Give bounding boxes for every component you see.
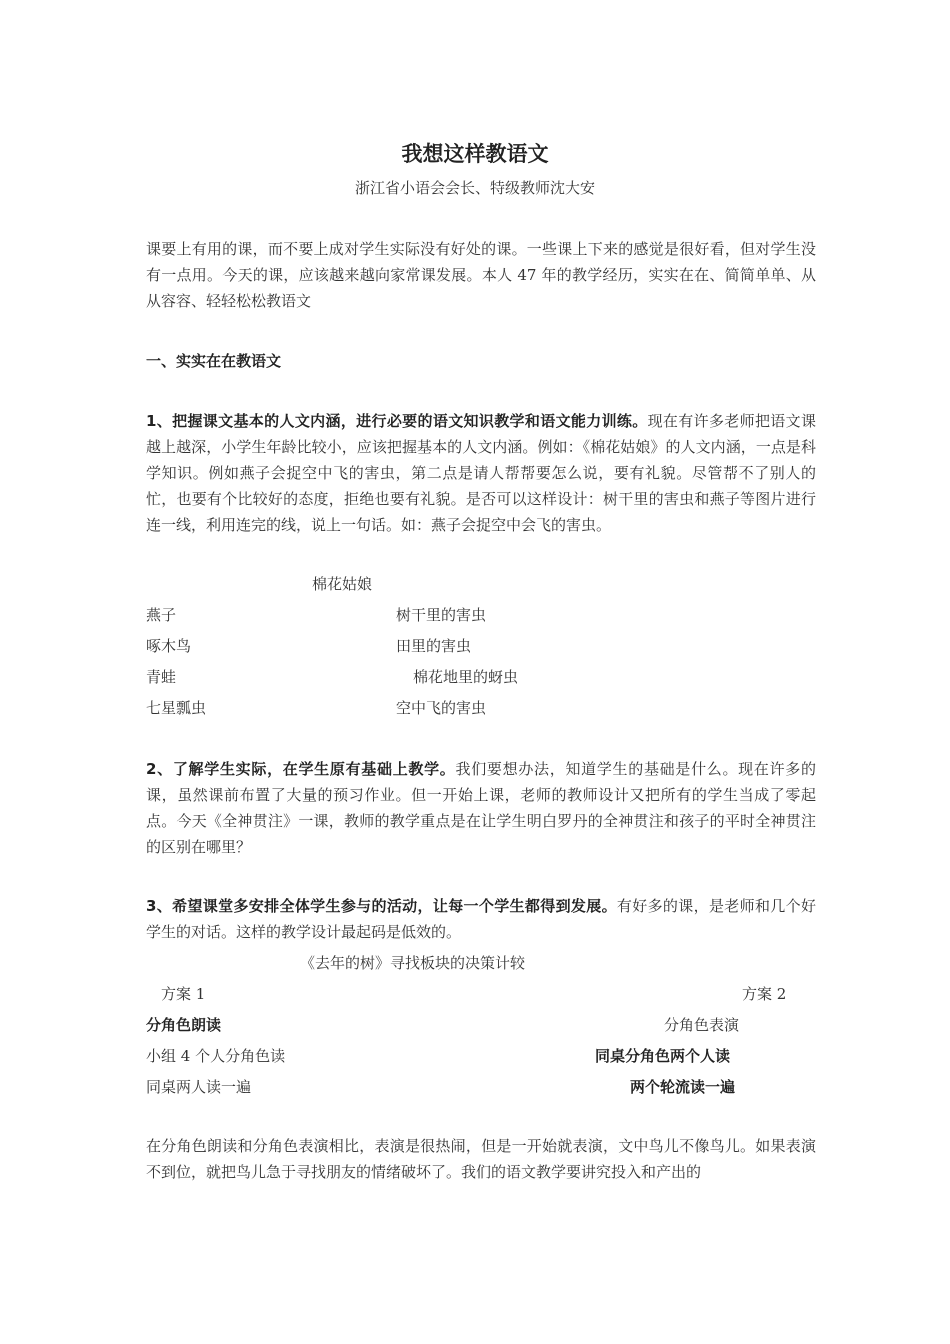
plan-1-item: 分角色朗读 — [146, 1016, 222, 1034]
matching-left-item: 燕子 — [146, 606, 177, 624]
point-2-paragraph — [146, 756, 816, 860]
point-2-text: 我们要想办法，知道学生的基础是什么。现在许多的课，虽然课前布置了大量的预习作业。但一开始上课，老师的教师设计又把所有的学生当成了零起点。今天《全神贯注》一课，教师的教学重点是在让学生明白罗丹的全神贯注和孩子的平时全神贯注的区别在哪里？ — [146, 760, 816, 856]
point-3-lead: 3、希望课堂多安排全体学生参与的活动，让每一个学生都得到发展。 — [146, 897, 617, 915]
point-1-paragraph — [146, 408, 816, 538]
author-subtitle: 浙江省小语会会长、特级教师沈大安 — [354, 179, 595, 197]
matching-left-item: 啄木鸟 — [146, 637, 192, 655]
matching-right-item: 田里的害虫 — [396, 637, 472, 655]
plan-2-item: 两个轮流读一遍 — [630, 1078, 736, 1096]
section-heading: 一、实实在在教语文 — [146, 352, 282, 370]
intro-paragraph: 课要上有用的课，而不要上成对学生实际没有好处的课。一些课上下来的感觉是很好看，但对学生没有一点用。今天的课，应该越来越向家常课发展。本人 47 年的教学经历，实实在在、简简单单、从从容容、轻轻松松教语文 — [146, 240, 816, 310]
plan-1-label: 方案 1 — [161, 985, 206, 1003]
point-3-paragraph — [146, 893, 816, 945]
matching-left-item: 七星瓢虫 — [146, 699, 207, 717]
matching-right-item: 空中飞的害虫 — [396, 699, 487, 717]
plan-1-item: 小组 4 个人分角色读 — [146, 1047, 286, 1065]
point-1-text: 现在有许多老师把语文课越上越深，小学生年龄比较小，应该把握基本的人文内涵。例如：《棉花姑娘》的人文内涵，一点是科学知识。例如燕子会捉空中飞的害虫，第二点是请人帮帮要怎么说，要有礼貌。尽管帮不了别人的忙，也要有个比较好的态度，拒绝也要有礼貌。是否可以这样设计：树干里的害虫和燕子等图片进行连一线，利用连完的线，说上一句话。如：燕子会捉空中会飞的害虫。 — [146, 412, 816, 534]
plan-1-item: 同桌两人读一遍 — [146, 1078, 252, 1096]
point-2-lead: 2、了解学生实际，在学生原有基础上教学。 — [146, 760, 456, 778]
plan-2-item: 分角色表演 — [664, 1016, 740, 1034]
matching-left-item: 青蛙 — [146, 668, 177, 686]
plan-2-label: 方案 2 — [742, 985, 787, 1003]
point-1-lead: 1、把握课文基本的人文内涵，进行必要的语文知识教学和语文能力训练。 — [146, 412, 648, 430]
comparison-title: 《去年的树》寻找板块的决策计较 — [300, 954, 526, 972]
page-title: 我想这样教语文 — [401, 142, 549, 166]
point-3-text: 有好多的课，是老师和几个好学生的对话。这样的教学设计最起码是低效的。 — [146, 897, 816, 941]
closing-paragraph: 在分角色朗读和分角色表演相比，表演是很热闹，但是一开始就表演，文中鸟儿不像鸟儿。如果表演不到位，就把鸟儿急于寻找朋友的情绪破坏了。我们的语文教学要讲究投入和产出的 — [146, 1137, 816, 1181]
matching-title: 棉花姑娘 — [312, 575, 373, 593]
matching-right-item: 棉花地里的蚜虫 — [413, 668, 519, 686]
plan-2-item: 同桌分角色两个人读 — [595, 1047, 731, 1065]
matching-right-item: 树干里的害虫 — [396, 606, 487, 624]
